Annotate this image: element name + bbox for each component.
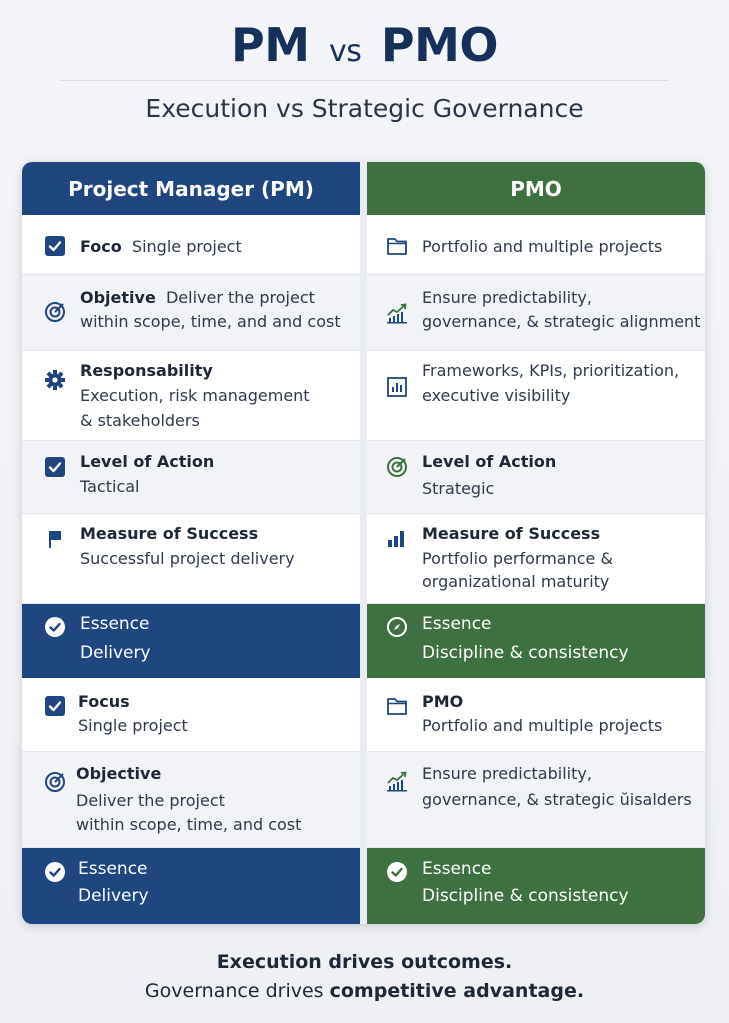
- pm-row-measure: [22, 514, 360, 604]
- pmo-row-pmo-text: Portfolio and multiple projects: [422, 716, 663, 735]
- pmo-row-level-label: Level of Action: [422, 452, 557, 471]
- pmo-row-portfolio: [367, 215, 705, 275]
- pm-row-focus-label: Focus: [78, 692, 130, 711]
- pm-column: [22, 162, 360, 924]
- title-vs: vs: [329, 34, 362, 69]
- pmo-row-pmo-label: PMO: [422, 692, 464, 711]
- pmo-row-level: [367, 441, 705, 514]
- pmo-row-essence: [367, 604, 705, 678]
- pm-row-level-label: Level of Action: [80, 452, 215, 471]
- pm-row-objetive-line1: Objetive Deliver the project: [80, 288, 315, 307]
- pmo-row-ensure: [367, 275, 705, 351]
- pmo-row-pmo: [367, 678, 705, 752]
- pm-row-essence-text: Delivery: [80, 643, 151, 663]
- check-circle-icon: [44, 616, 66, 638]
- target-icon: [386, 456, 408, 478]
- pmo-row-measure-label: Measure of Success: [422, 524, 601, 543]
- pm-row-responsability-line1: Execution, risk management: [80, 386, 310, 405]
- pm-row-objetive-line2: within scope, time, and and cost: [80, 312, 341, 331]
- pmo-row-level-text: Strategic: [422, 479, 495, 498]
- folder-icon: [386, 235, 408, 257]
- footer-line-1: Execution drives outcomes.: [216, 951, 513, 973]
- pmo-row-ensure-2: [367, 752, 705, 848]
- subtitle: Execution vs Strategic Governance: [145, 94, 584, 123]
- pm-row-measure-text: Successful project delivery: [80, 549, 295, 568]
- pm-row-objective: [22, 752, 360, 848]
- page-title: [0, 18, 729, 72]
- gear-icon: [44, 369, 66, 391]
- pm-row-essence-2: [22, 848, 360, 924]
- pm-row-objective-line1: Deliver the project: [76, 791, 225, 810]
- growth-chart-icon: [386, 771, 408, 793]
- pm-row-essence-2-label: Essence: [78, 859, 148, 879]
- pm-row-level-text: Tactical: [80, 477, 140, 496]
- pm-row-objetive: [22, 275, 360, 351]
- target-icon: [44, 301, 66, 323]
- pm-header: Project Manager (PM): [22, 162, 360, 215]
- pmo-row-ensure-line1: Ensure predictability,: [422, 288, 592, 307]
- pmo-header: PMO: [367, 162, 705, 215]
- footer-line-2: Governance drives competitive advantage.: [144, 980, 585, 1002]
- pmo-row-essence-label: Essence: [422, 614, 492, 634]
- pm-row-objective-line2: within scope, time, and cost: [76, 815, 302, 834]
- pm-row-foco: [22, 215, 360, 275]
- title-pmo: PMO: [380, 18, 498, 72]
- pmo-row-frameworks-line1: Frameworks, KPIs, prioritization,: [422, 361, 680, 380]
- pmo-row-frameworks: [367, 351, 705, 441]
- flag-icon: [44, 528, 66, 550]
- pm-row-objective-label: Objective: [76, 764, 162, 783]
- pmo-row-ensure-2-line2: governance, & strategic ŭisalders: [422, 790, 692, 809]
- title-pm: PM: [230, 18, 310, 72]
- pm-row-responsability: [22, 351, 360, 441]
- pm-row-focus-text: Single project: [78, 716, 188, 735]
- compass-icon: [386, 616, 408, 638]
- pm-row-responsability-line2: & stakeholders: [80, 411, 200, 430]
- pm-row-essence-2-text: Delivery: [78, 886, 149, 906]
- pm-row-essence-label: Essence: [80, 614, 150, 634]
- folder-icon: [386, 695, 408, 717]
- pmo-row-portfolio-text: Portfolio and multiple projects: [422, 237, 663, 256]
- pm-row-level: [22, 441, 360, 514]
- pmo-row-ensure-line2: governance, & strategic alignment: [422, 312, 701, 331]
- checkbox-icon: [44, 456, 66, 478]
- pmo-row-measure-line1: Portfolio performance &: [422, 549, 613, 568]
- pmo-row-measure: [367, 514, 705, 604]
- column-gap: [360, 162, 367, 924]
- pmo-row-measure-line2: organizational maturity: [422, 572, 610, 591]
- checkbox-icon: [44, 695, 66, 717]
- pm-row-foco-text: Foco Single project: [80, 237, 242, 256]
- title-divider: [60, 80, 669, 81]
- dashboard-icon: [386, 376, 408, 398]
- pmo-row-ensure-2-line1: Ensure predictability,: [422, 764, 592, 783]
- target-icon: [44, 771, 66, 793]
- pmo-row-frameworks-line2: executive visibility: [422, 386, 571, 405]
- pm-row-focus: [22, 678, 360, 752]
- bar-chart-icon: [386, 528, 408, 550]
- pmo-row-essence-2-label: Essence: [422, 859, 492, 879]
- pm-row-essence: [22, 604, 360, 678]
- pmo-column: [367, 162, 705, 924]
- checkbox-icon: [44, 235, 66, 257]
- pmo-row-essence-2: [367, 848, 705, 924]
- pmo-row-essence-2-text: Discipline & consistency: [422, 886, 629, 906]
- comparison-table: [22, 162, 705, 924]
- pmo-row-essence-text: Discipline & consistency: [422, 643, 629, 663]
- check-circle-icon: [386, 861, 408, 883]
- pm-row-responsability-label: Responsability: [80, 361, 213, 380]
- growth-chart-icon: [386, 303, 408, 325]
- check-circle-icon: [44, 861, 66, 883]
- pm-row-measure-label: Measure of Success: [80, 524, 259, 543]
